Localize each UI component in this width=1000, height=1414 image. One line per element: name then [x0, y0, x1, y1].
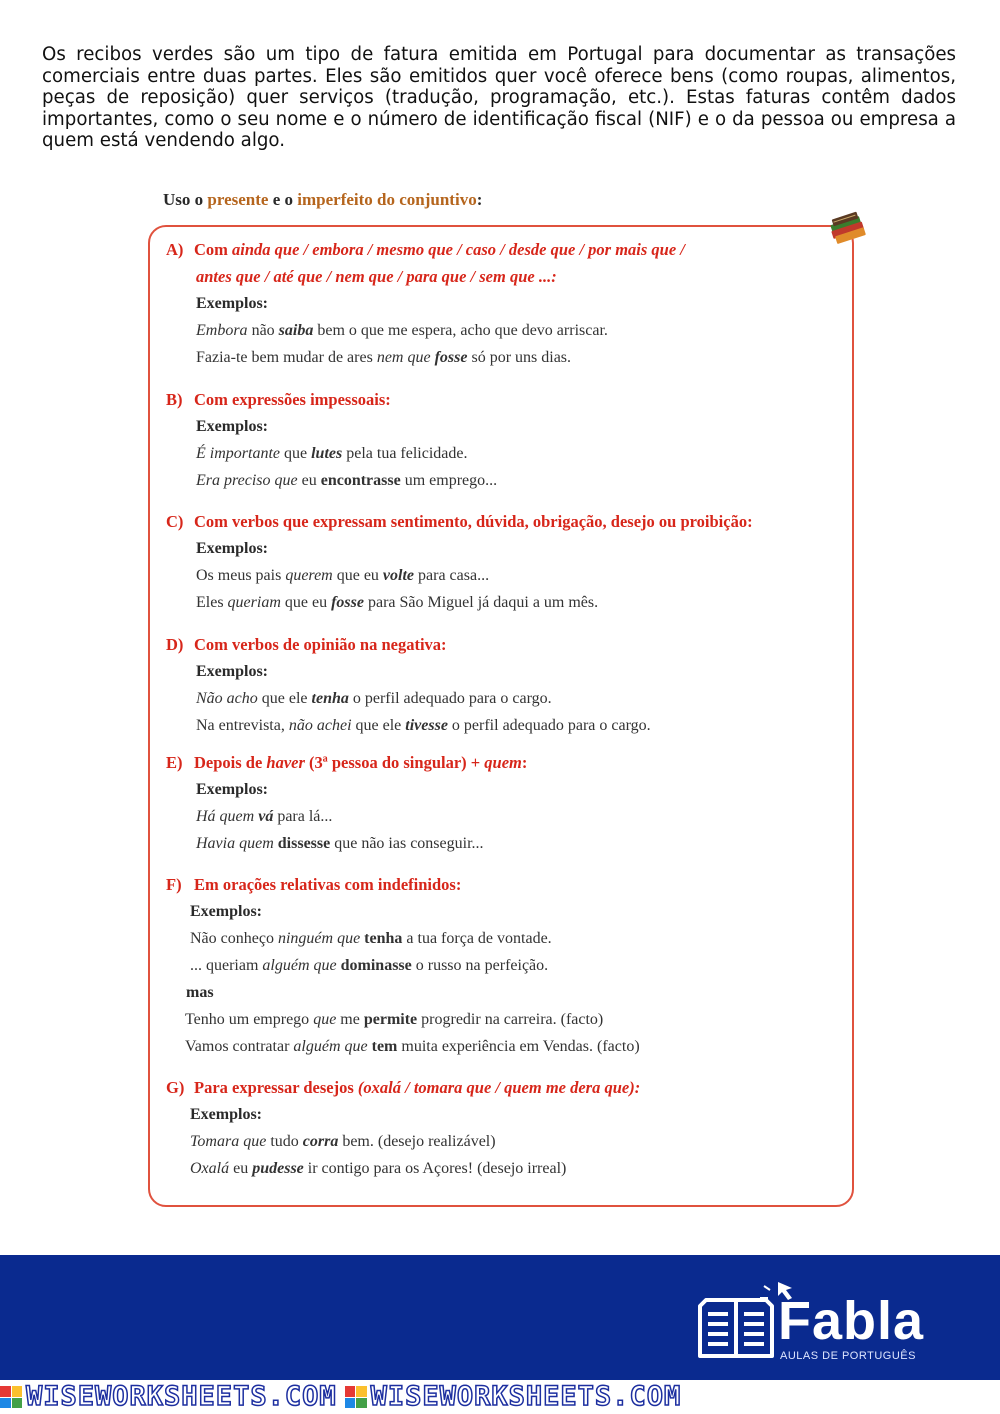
examples-label: Exemplos: [196, 295, 268, 312]
heading-imperfeito: imperfeito do conjuntivo [297, 190, 477, 209]
section-heading [163, 190, 482, 210]
wise-logo-icon [0, 1386, 22, 1408]
section-a [166, 236, 846, 371]
title-conjunctions: antes que / até que / nem que / para que / sem que ...: [196, 267, 557, 286]
examples-label: Exemplos: [190, 903, 262, 920]
watermark-text: WISEWORKSHEETS.COM [26, 1381, 337, 1412]
example-line: Era preciso que eu encontrasse um emprego... [196, 472, 498, 489]
section-c-title: C) Com verbos que expressam sentimento, dúvida, obrigação, desejo ou proibição: [166, 512, 753, 531]
section-d-title: D) Com verbos de opinião na negativa: [166, 635, 447, 654]
example-line: Os meus pais querem que eu volte para casa... [196, 567, 490, 584]
example-line: Eles queriam que eu fosse para São Miguel já daqui a um mês. [196, 594, 599, 611]
section-g [166, 1074, 846, 1182]
heading-text: : [476, 190, 483, 209]
intro-paragraph: Os recibos verdes são um tipo de fatura emitida em Portugal para documentar as transações comerciais entre duas partes. Eles são emitidos quer você oferece bens (como roupas, alimentos, peças de reposição) quer serviços (tradução, programação, etc.). Estas faturas contêm dados importantes, como o seu nome e o número de identificação fiscal (NIF) e o da pessoa ou empresa a quem está vendendo algo. [42, 44, 956, 152]
example-line: Tomara que tudo corra bem. (desejo realizável) [190, 1133, 496, 1150]
mas-label: mas [186, 984, 214, 1001]
example-line: Havia quem dissesse que não ias conseguir... [196, 835, 484, 852]
example-line: Vamos contratar alguém que tem muita experiência em Vendas. (facto) [185, 1038, 640, 1055]
brand-name: Fabla [778, 1291, 925, 1351]
example-line: Não acho que ele tenha o perfil adequado para o cargo. [196, 690, 552, 707]
section-f-title: F) Em orações relativas com indefinidos: [166, 875, 462, 894]
example-line: Não conheço ninguém que tenha a tua força de vontade. [190, 930, 552, 947]
watermark-text: WISEWORKSHEETS.COM [370, 1381, 682, 1412]
examples-label: Exemplos: [196, 418, 268, 435]
section-b-title: B) Com expressões impessoais: [166, 390, 391, 409]
section-f [166, 871, 846, 1060]
example-line: ... queriam alguém que dominasse o russo na perfeição. [190, 957, 549, 974]
title-text: Com [194, 240, 233, 259]
section-e-title: E) Depois de haver (3ª pessoa do singular) + quem: [166, 753, 528, 772]
section-d [166, 631, 846, 739]
section-g-title: G) Para expressar desejos (oxalá / tomara que / quem me dera que): [166, 1078, 641, 1097]
example-line: Há quem vá para lá... [196, 808, 333, 825]
section-letter: A) [166, 240, 184, 259]
watermark-bar [0, 1380, 1000, 1414]
section-c [166, 508, 846, 616]
example-line: É importante que lutes pela tua felicidade. [196, 445, 468, 462]
heading-text: Uso o [163, 190, 208, 209]
example-line: Fazia-te bem mudar de ares nem que fosse só por uns dias. [196, 349, 572, 366]
watermark [345, 1382, 682, 1412]
examples-label: Exemplos: [196, 663, 268, 680]
title-conjunctions: ainda que / embora / mesmo que / caso / desde que / por mais que / [232, 240, 685, 259]
wise-logo-icon [345, 1386, 367, 1408]
section-e [166, 749, 846, 857]
watermark [0, 1382, 337, 1412]
example-line: Oxalá eu pudesse ir contigo para os Açores! (desejo irreal) [190, 1160, 567, 1177]
heading-presente: presente [207, 190, 269, 209]
example-line: Na entrevista, não achei que ele tivesse o perfil adequado para o cargo. [196, 717, 651, 734]
examples-label: Exemplos: [190, 1106, 262, 1123]
section-b [166, 386, 846, 494]
examples-label: Exemplos: [196, 540, 268, 557]
brand-tagline: AULAS DE PORTUGUÊS [780, 1350, 916, 1362]
example-line: Embora não saiba bem o que me espera, acho que devo arriscar. [196, 322, 608, 339]
example-line: Tenho um emprego que me permite progredir na carreira. (facto) [185, 1011, 604, 1028]
heading-text: e o [268, 190, 298, 209]
examples-label: Exemplos: [196, 781, 268, 798]
section-a-title [166, 236, 846, 290]
